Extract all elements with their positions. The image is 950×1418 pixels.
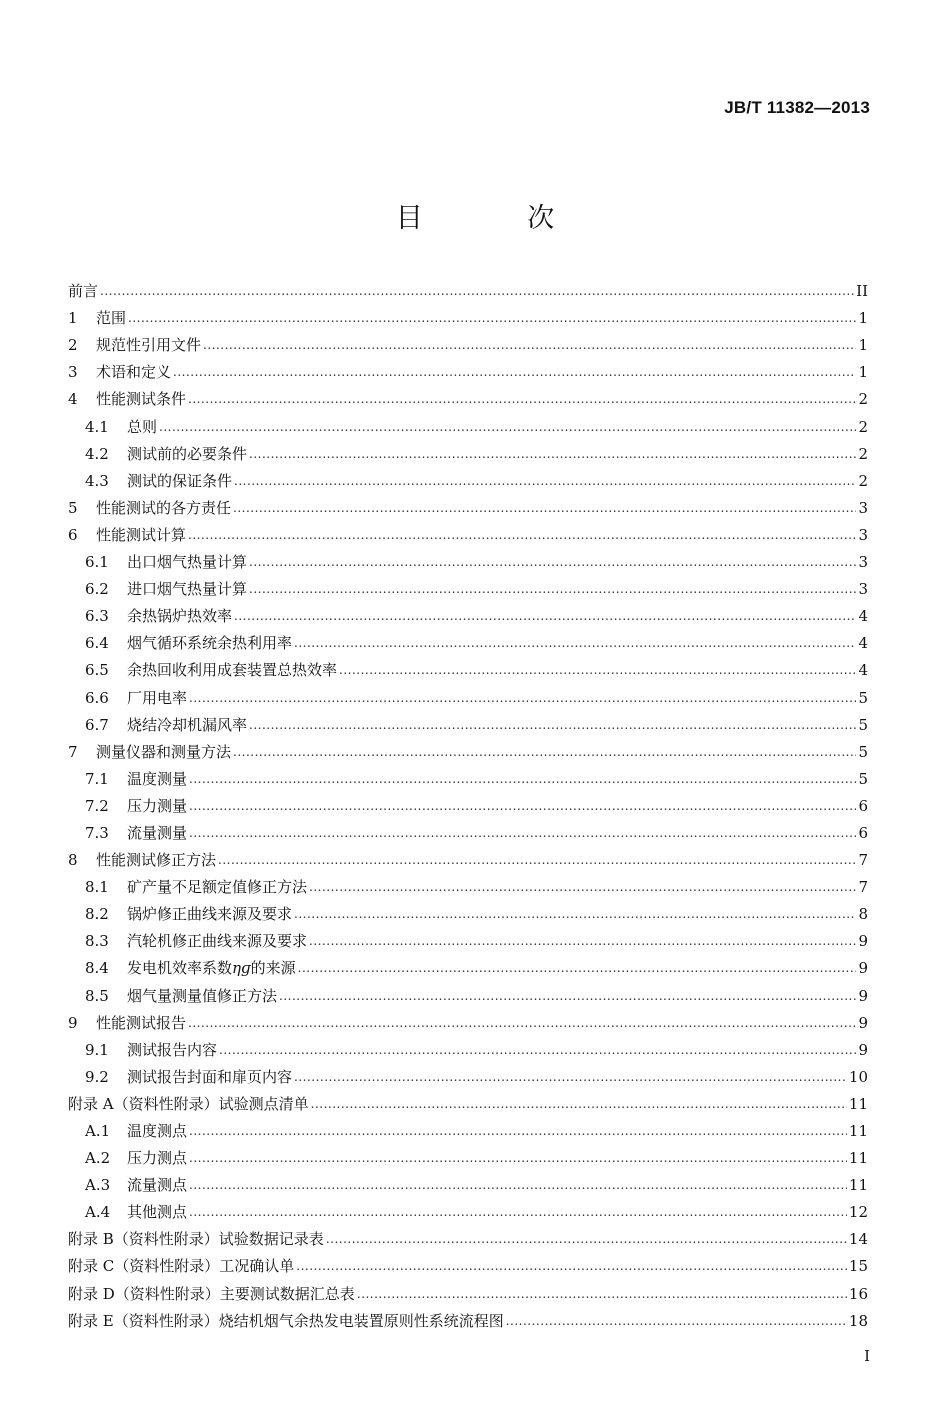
toc-entry-page: 9: [858, 1040, 868, 1059]
dot-leader: [173, 362, 856, 382]
dot-leader: [234, 471, 856, 491]
toc-entry[interactable]: [68, 897, 868, 924]
toc-entry-page: 9: [858, 1013, 868, 1032]
toc-entry[interactable]: [68, 978, 868, 1005]
toc-entry-page: 5: [858, 715, 868, 734]
dot-leader: [188, 525, 856, 545]
dot-leader: [249, 579, 856, 599]
toc-entry-label-text: 术语和定义: [96, 363, 172, 382]
toc-entry[interactable]: [68, 545, 868, 572]
dot-leader: [294, 1067, 847, 1087]
dot-leader: [100, 281, 854, 301]
toc-entry-number: 9.2: [85, 1067, 109, 1086]
toc-entry-number: 2: [68, 336, 78, 355]
toc-entry-label-text: 性能测试计算: [96, 525, 187, 544]
toc-entry[interactable]: [68, 680, 868, 707]
toc-entry-number: 4.2: [85, 444, 109, 463]
toc-entry-page: 14: [848, 1230, 868, 1249]
toc-entry-number: 6.3: [85, 607, 109, 626]
toc-entry-label: [114, 1229, 324, 1249]
toc-entry-number: 8.3: [85, 932, 109, 951]
toc-entry[interactable]: [68, 491, 868, 518]
toc-entry[interactable]: [68, 1033, 868, 1060]
dot-leader: [218, 850, 856, 870]
toc-entry[interactable]: [68, 301, 868, 328]
toc-entry-label-text: 流量测点: [127, 1176, 188, 1195]
toc-entry-label: [127, 579, 247, 599]
toc-entry-page: 2: [858, 417, 868, 436]
toc-entry-number: 5: [68, 498, 78, 517]
toc-entry-page: 16: [848, 1284, 868, 1303]
toc-entry-label: [127, 1175, 187, 1195]
toc-entry-label-text: 烟气循环系统余热利用率: [127, 634, 293, 653]
toc-entry-page: 11: [848, 1122, 868, 1140]
toc-entry[interactable]: [68, 653, 868, 680]
dot-leader: [311, 1094, 847, 1114]
toc-entry-number: 9: [68, 1013, 78, 1032]
dot-leader: [189, 769, 856, 789]
toc-entry-label: [127, 660, 337, 680]
toc-entry[interactable]: [68, 355, 868, 382]
toc-entry-label-text: 余热回收利用成套装置总热效率: [127, 661, 338, 680]
dot-leader: [249, 444, 856, 464]
dot-leader: [189, 1202, 847, 1222]
toc-entry[interactable]: [68, 274, 868, 301]
toc-entry[interactable]: [68, 1168, 868, 1195]
toc-entry-label-text: （资料性附录）主要测试数据汇总表: [114, 1284, 355, 1303]
toc-entry-label: [96, 525, 186, 545]
toc-entry-number: 附录 B: [68, 1230, 114, 1249]
toc-entry-page: 9: [858, 932, 868, 951]
toc-entry-label-suffix: 的来源: [250, 959, 296, 978]
toc-entry-label: [127, 417, 157, 437]
toc-entry-label: [127, 1067, 292, 1087]
toc-entry[interactable]: [68, 843, 868, 870]
dot-leader: [189, 688, 856, 708]
toc-entry[interactable]: [68, 1249, 868, 1276]
toc-entry-page: 18: [848, 1311, 868, 1330]
toc-entry[interactable]: [68, 789, 868, 816]
toc-entry-number: 8.1: [85, 878, 109, 897]
toc-entry-page: 4: [858, 607, 868, 626]
toc-entry-page: 9: [858, 959, 868, 978]
dot-leader: [294, 633, 856, 653]
toc-entry-number: 6.4: [85, 634, 109, 653]
toc-entry[interactable]: [68, 1006, 868, 1033]
toc-entry-number: 6.6: [85, 688, 109, 707]
toc-entry-number: 附录 C: [68, 1257, 115, 1276]
toc-entry-page: 1: [858, 309, 868, 328]
toc-entry-label-text: 压力测量: [127, 796, 188, 815]
toc-entry-label-text: 矿产量不足额定值修正方法: [127, 878, 308, 897]
dot-leader: [309, 931, 856, 951]
toc-entry-page: 7: [858, 878, 868, 897]
toc-entry-label: [96, 335, 201, 355]
toc-entry[interactable]: [68, 816, 868, 843]
toc-entry[interactable]: [68, 1304, 868, 1331]
toc-entry-label: [127, 931, 307, 951]
toc-entry-label: [114, 1311, 504, 1331]
toc-entry-number: A.2: [85, 1149, 111, 1168]
dot-leader: [233, 742, 856, 762]
toc-entry-label: [127, 444, 247, 464]
toc-entry-label-text: 范围: [96, 309, 127, 328]
toc-entry[interactable]: [68, 518, 868, 545]
toc-entry-number: 6.7: [85, 715, 109, 734]
toc-entry[interactable]: [68, 626, 868, 653]
toc-entry-label: [96, 850, 216, 870]
toc-entry-number: 8.5: [85, 986, 109, 1005]
toc-entry-label-text: 前言: [68, 282, 99, 301]
toc-entry-label-text: 测试的保证条件: [127, 471, 233, 490]
toc-entry-page: 10: [848, 1067, 868, 1086]
toc-entry-label-text: 规范性引用文件: [96, 336, 202, 355]
toc-entry-label-text: 温度测量: [127, 769, 188, 788]
toc-entry-label: [96, 742, 231, 762]
dot-leader: [188, 1013, 856, 1033]
dot-leader: [249, 715, 856, 735]
toc-entry-label-text: 总则: [127, 417, 158, 436]
toc-entry-number: 7.1: [85, 769, 109, 788]
toc-entry[interactable]: [68, 708, 868, 735]
dot-leader: [189, 796, 856, 816]
toc-entry-label-text: 温度测点: [127, 1122, 188, 1140]
toc-entry-number: 7: [68, 742, 78, 761]
toc-entry[interactable]: [68, 924, 868, 951]
standard-code: JB/T 11382—2013: [724, 98, 870, 117]
toc-entry-label-text: 压力测点: [127, 1149, 188, 1168]
dot-leader: [506, 1311, 847, 1331]
toc-entry-page: 5: [858, 742, 868, 761]
toc-entry-label: [127, 471, 232, 491]
toc-entry-number: A.3: [85, 1176, 111, 1195]
toc-entry-number: A.1: [85, 1122, 111, 1140]
dot-leader: [339, 660, 856, 680]
dot-leader: [279, 986, 856, 1006]
toc-entry-label: [96, 1013, 186, 1033]
toc-entry[interactable]: [68, 1276, 868, 1303]
dot-leader: [128, 308, 856, 328]
toc-entry-label: [127, 1121, 187, 1141]
toc-entry-label-text: 性能测试的各方责任: [96, 498, 232, 517]
dot-leader: [296, 1256, 847, 1276]
toc-entry-number: 附录 E: [68, 1311, 114, 1330]
dot-leader: [203, 335, 856, 355]
toc-entry-number: 7.2: [85, 796, 109, 815]
toc-entry-page: II: [856, 282, 868, 301]
dot-leader: [159, 417, 856, 437]
dot-leader: [188, 389, 856, 409]
dot-leader: [249, 552, 856, 572]
toc-entry-label-text: 厂用电率: [127, 688, 188, 707]
toc-entry-label-text: 性能测试报告: [96, 1013, 187, 1032]
toc-entry-label-text: 其他测点: [127, 1203, 188, 1222]
toc-entry-label: [127, 688, 187, 708]
toc-entry-page: 2: [858, 390, 868, 409]
toc-entry-label-text: （资料性附录）试验测点清单: [113, 1094, 309, 1113]
dot-leader: [357, 1284, 847, 1304]
toc-entry[interactable]: [68, 328, 868, 355]
toc-entry-number: 3: [68, 363, 78, 382]
toc-entry-label-text: 测试报告内容: [127, 1040, 218, 1059]
toc-entry-page: 9: [858, 986, 868, 1005]
toc-entry-label: [127, 552, 247, 572]
dot-leader: [234, 606, 856, 626]
toc-entry[interactable]: [68, 1087, 868, 1114]
dot-leader: [189, 1121, 847, 1141]
toc-entry[interactable]: [68, 437, 868, 464]
toc-entry-number: 6.5: [85, 661, 109, 680]
dot-leader: [309, 877, 856, 897]
toc-entry-label: [127, 769, 187, 789]
toc-entry-label-text: 余热锅炉热效率: [127, 607, 233, 626]
toc-entry[interactable]: [68, 1222, 868, 1249]
toc-entry-page: 3: [858, 498, 868, 517]
toc-entry[interactable]: [68, 1141, 868, 1168]
toc-entry-label: [96, 308, 126, 328]
toc-entry-label-text: 测试报告封面和扉页内容: [127, 1067, 293, 1086]
toc-entry-number: 8.4: [85, 959, 109, 978]
dot-leader: [298, 958, 857, 978]
toc-entry-page: 3: [858, 553, 868, 572]
toc-entry-number: 附录 A: [68, 1094, 114, 1113]
toc-entry-label: [127, 796, 187, 816]
toc-entry-page: 11: [848, 1094, 868, 1113]
toc-entry-page: 2: [858, 471, 868, 490]
toc-entry-number: 7.3: [85, 823, 109, 842]
toc-entry-page: 2: [858, 444, 868, 463]
toc-entry-label-text: 出口烟气热量计算: [127, 553, 248, 572]
toc-entry-label: [127, 606, 232, 626]
toc-entry[interactable]: [68, 599, 868, 626]
toc-entry-label: [114, 1094, 309, 1114]
toc-entry-number: 6.1: [85, 553, 109, 572]
toc-entry-page: 7: [858, 851, 868, 870]
dot-leader: [189, 1148, 847, 1168]
toc-entry-page: 4: [858, 634, 868, 653]
toc-entry-label: [127, 1040, 217, 1060]
toc-entry-label-text: 烧结冷却机漏风率: [127, 715, 248, 734]
toc-entry-page: 3: [858, 525, 868, 544]
toc-entry-label: [127, 958, 296, 978]
toc-entry-page: 1: [858, 363, 868, 382]
toc-entry-number: 4.1: [85, 417, 109, 436]
toc-entry-label-text: 发电机效率系数: [127, 959, 233, 978]
toc-entry-number: 4: [68, 390, 78, 409]
toc-entry-number: 8.2: [85, 905, 109, 924]
toc-entry-label-text: 烟气量测量值修正方法: [127, 986, 278, 1005]
toc-entry-label-text: （资料性附录）工况确认单: [114, 1257, 295, 1276]
toc-entry-label: [114, 1256, 294, 1276]
toc-entry-label: [68, 281, 98, 301]
toc-entry-label: [127, 823, 187, 843]
eta-symbol: ηɡ: [232, 959, 251, 978]
toc-entry-label: [127, 715, 247, 735]
toc-entry-number: 附录 D: [68, 1284, 115, 1303]
toc-entry-label-text: 性能测试修正方法: [96, 851, 217, 870]
table-of-contents: [68, 274, 868, 1331]
toc-entry-page: 11: [848, 1176, 868, 1195]
toc-entry[interactable]: [68, 1060, 868, 1087]
toc-entry-label: [96, 362, 171, 382]
toc-entry-number: 1: [68, 309, 78, 328]
toc-entry[interactable]: [68, 951, 868, 978]
toc-entry[interactable]: [68, 1195, 868, 1222]
toc-entry-label-text: 锅炉修正曲线来源及要求: [127, 905, 293, 924]
toc-entry-label: [96, 389, 186, 409]
toc-entry-page: 15: [848, 1257, 868, 1276]
toc-entry-page: 4: [858, 661, 868, 680]
toc-entry-page: 5: [858, 769, 868, 788]
toc-entry-label: [127, 904, 292, 924]
toc-entry-label: [127, 1202, 187, 1222]
dot-leader: [326, 1229, 847, 1249]
toc-entry-page: 1: [858, 336, 868, 355]
toc-entry-label: [127, 877, 307, 897]
toc-entry-label: [127, 986, 277, 1006]
page-title: 目 次: [395, 203, 603, 234]
toc-entry-number: 6.2: [85, 580, 109, 599]
toc-entry[interactable]: [68, 572, 868, 599]
toc-entry-label-text: 测试前的必要条件: [127, 444, 248, 463]
dot-leader: [233, 498, 856, 518]
toc-entry-label-text: 流量测量: [127, 823, 188, 842]
toc-entry-page: 6: [858, 796, 868, 815]
toc-entry-number: A.4: [85, 1203, 111, 1222]
toc-entry[interactable]: [68, 409, 868, 436]
page-number: I: [864, 1347, 870, 1365]
toc-entry-label: [115, 1284, 355, 1304]
toc-entry-label-text: 测量仪器和测量方法: [96, 742, 232, 761]
toc-entry[interactable]: [68, 382, 868, 409]
toc-entry-number: 6: [68, 525, 78, 544]
dot-leader: [189, 1175, 847, 1195]
toc-entry-label: [127, 1148, 187, 1168]
toc-entry-label-text: 汽轮机修正曲线来源及要求: [127, 932, 308, 951]
toc-entry-number: 4.3: [85, 471, 109, 490]
toc-entry-page: 12: [848, 1203, 868, 1222]
dot-leader: [189, 823, 856, 843]
toc-entry-number: 8: [68, 851, 78, 870]
toc-entry-label-text: （资料性附录）烧结机烟气余热发电装置原则性系统流程图: [113, 1311, 504, 1330]
toc-entry-page: 5: [858, 688, 868, 707]
toc-entry[interactable]: [68, 762, 868, 789]
toc-entry[interactable]: [68, 464, 868, 491]
toc-entry-number: 9.1: [85, 1040, 109, 1059]
toc-entry-page: 3: [858, 580, 868, 599]
toc-entry[interactable]: [68, 735, 868, 762]
dot-leader: [294, 904, 856, 924]
dot-leader: [219, 1040, 856, 1060]
toc-entry[interactable]: [68, 1114, 868, 1141]
toc-entry-label-text: （资料性附录）试验数据记录表: [113, 1230, 324, 1249]
toc-entry-label: [127, 633, 292, 653]
toc-entry-label-text: 进口烟气热量计算: [127, 580, 248, 599]
toc-entry-label-text: 性能测试条件: [96, 390, 187, 409]
toc-entry[interactable]: [68, 870, 868, 897]
toc-entry-page: 11: [848, 1149, 868, 1168]
toc-entry-label: [96, 498, 231, 518]
toc-entry-page: 6: [858, 823, 868, 842]
toc-entry-page: 8: [858, 905, 868, 924]
